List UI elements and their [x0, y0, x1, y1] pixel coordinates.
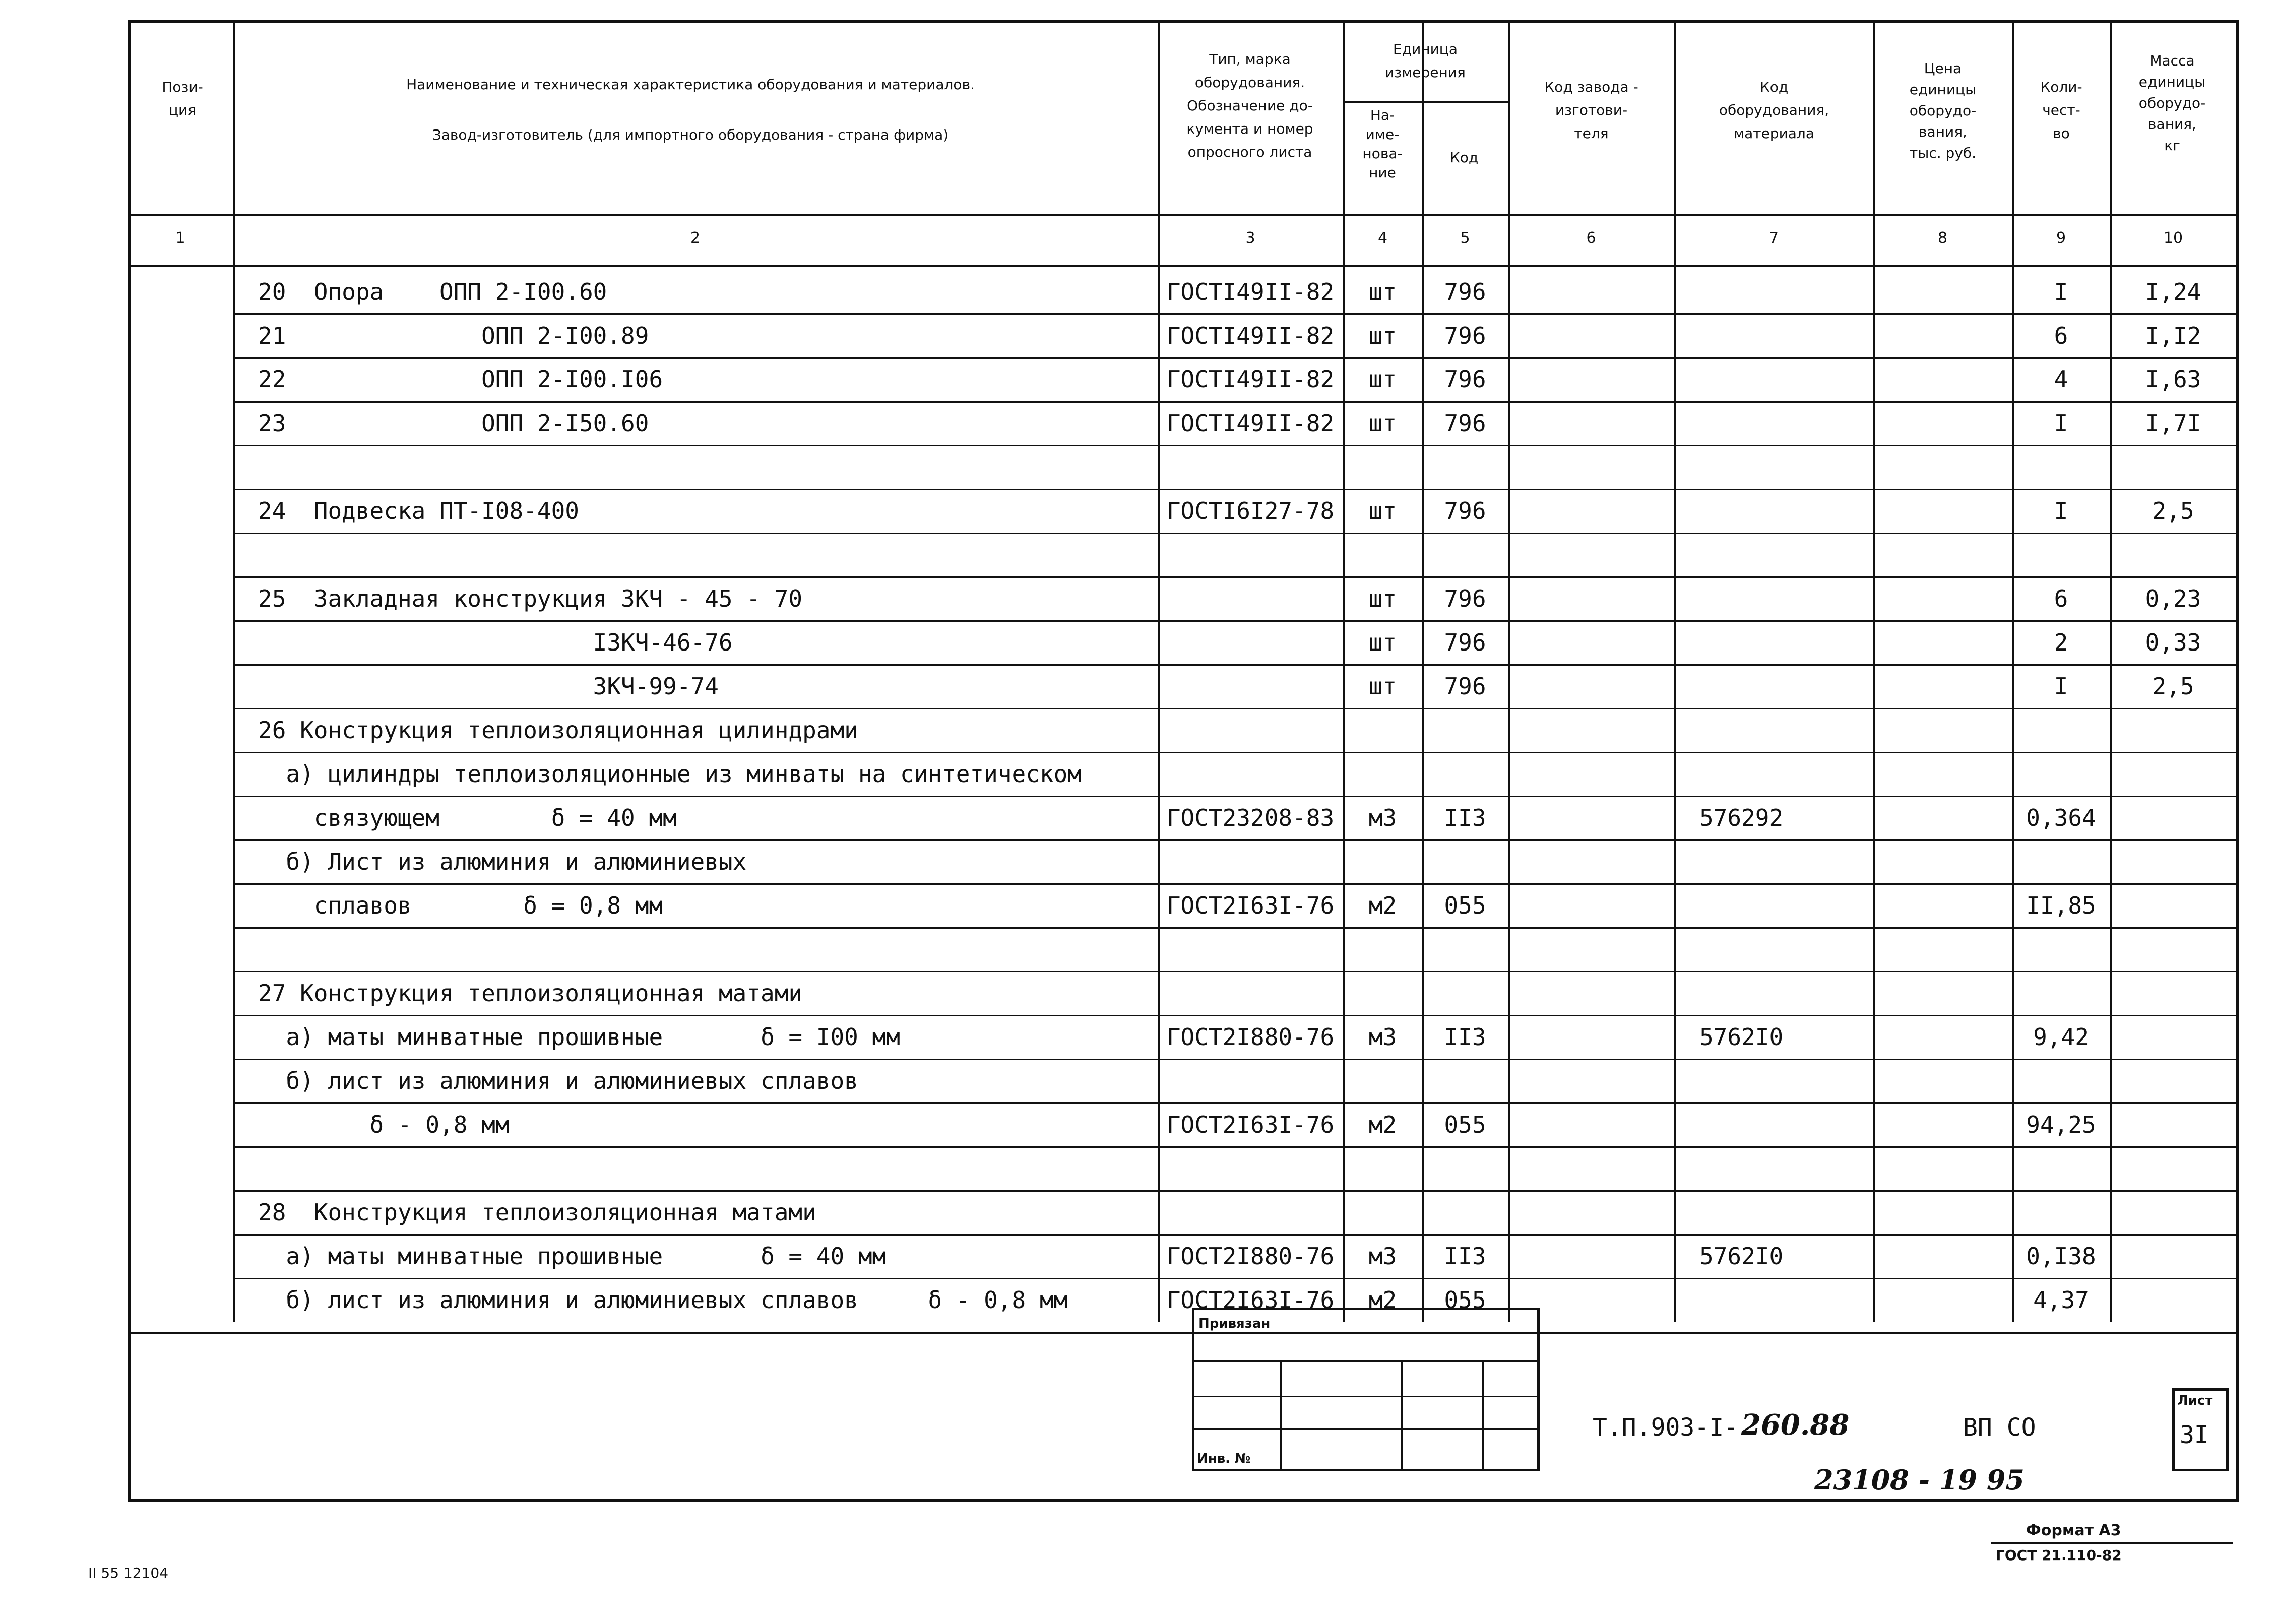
item-mass: 2,5 [2152, 673, 2194, 700]
grid-rule [233, 1234, 2236, 1236]
header-quantity: Коли- чест- во [2040, 79, 2082, 142]
stamp-block [1192, 1308, 1540, 1471]
item-mass: 0,23 [2145, 585, 2201, 612]
item-material-code: 5762I0 [1699, 1023, 1784, 1051]
item-mass: I,63 [2145, 366, 2201, 393]
item-unit-code: 055 [1444, 892, 1486, 919]
item-unit-code: 796 [1444, 322, 1486, 349]
grid-rule [233, 313, 2236, 315]
grid-rule [233, 883, 2236, 885]
item-quantity: 4,37 [2033, 1286, 2089, 1314]
item-name: а) маты минватные прошивные δ = 40 мм [258, 1243, 887, 1270]
item-name: б) Лист из алюминия и алюминиевых [258, 848, 747, 875]
item-quantity: I [2054, 497, 2068, 525]
footer-rule [1991, 1542, 2233, 1544]
grid-rule [233, 576, 2236, 578]
grid-rule [233, 1015, 2236, 1016]
item-quantity: II,85 [2026, 892, 2096, 919]
item-unit-code: II3 [1444, 1243, 1486, 1270]
item-document: ГОСТI49II-82 [1166, 322, 1335, 349]
item-document: ГОСТI49II-82 [1166, 278, 1335, 305]
item-name: а) цилиндры теплоизоляционные из минваты на синтетическом [258, 760, 1082, 788]
item-quantity: I [2054, 673, 2068, 700]
item-unit: м2 [1368, 1111, 1397, 1138]
sheet-label: Лист [2177, 1393, 2213, 1408]
item-unit: шт [1368, 322, 1397, 349]
stamp-inv-no: Инв. № [1197, 1451, 1251, 1466]
item-unit-code: 055 [1444, 1286, 1486, 1314]
header-unit-group: Единица измерения [1385, 41, 1466, 81]
doc-code-handwritten: 260.88 [1741, 1408, 1850, 1442]
item-unit: шт [1368, 278, 1397, 305]
grid-rule [128, 265, 2238, 267]
grid-rule [1508, 20, 1510, 1322]
column-number: 7 [1768, 229, 1779, 247]
column-number: 8 [1937, 229, 1948, 247]
item-unit: шт [1368, 585, 1397, 612]
item-unit: шт [1368, 497, 1397, 525]
column-number: 9 [2056, 229, 2066, 247]
item-quantity: 4 [2054, 366, 2068, 393]
item-quantity: I [2054, 410, 2068, 437]
item-quantity: 94,25 [2026, 1111, 2096, 1138]
item-unit-code: 055 [1444, 1111, 1486, 1138]
item-name: 20 Опора ОПП 2-I00.60 [258, 278, 607, 305]
item-mass: I,7I [2145, 410, 2201, 437]
format-label: Формат А3 [2026, 1522, 2121, 1539]
item-unit-code: 796 [1444, 278, 1486, 305]
item-name: 24 Подвеска ПТ-I08-400 [258, 497, 579, 525]
grid-rule [233, 1102, 2236, 1104]
item-unit-code: 796 [1444, 585, 1486, 612]
item-mass: 0,33 [2145, 629, 2201, 656]
grid-rule [233, 796, 2236, 797]
item-document: ГОСТ2I880-76 [1166, 1023, 1335, 1051]
item-unit: м3 [1368, 1243, 1397, 1270]
item-mass: 2,5 [2152, 497, 2194, 525]
grid-rule [233, 1146, 2236, 1148]
grid-rule [233, 971, 2236, 972]
item-quantity: 0,364 [2026, 804, 2096, 831]
item-document: ГОСТI49II-82 [1166, 366, 1335, 393]
item-quantity: 2 [2054, 629, 2068, 656]
item-unit-code: 796 [1444, 366, 1486, 393]
order-number: 23108 - 19 95 [1814, 1464, 2025, 1496]
item-name: 23 ОПП 2-I50.60 [258, 410, 649, 437]
item-name: б) лист из алюминия и алюминиевых сплавов δ - 0,8 мм [258, 1286, 1068, 1314]
item-document: ГОСТI6I27-78 [1166, 497, 1335, 525]
column-number: 5 [1460, 229, 1470, 247]
header-plant-code: Код завода - изготови- теля [1544, 79, 1638, 142]
item-unit-code: 796 [1444, 497, 1486, 525]
header-name-line1: Наименование и техническая характеристика оборудования и материалов. [406, 76, 975, 93]
item-quantity: 6 [2054, 322, 2068, 349]
item-name: а) маты минватные прошивные δ = I00 мм [258, 1023, 900, 1051]
item-document: ГОСТ23208-83 [1166, 804, 1335, 831]
item-quantity: 0,I38 [2026, 1243, 2096, 1270]
grid-rule [1343, 101, 1508, 103]
column-number: 4 [1377, 229, 1388, 247]
column-number: 6 [1586, 229, 1596, 247]
item-document: ГОСТ2I880-76 [1166, 1243, 1335, 1270]
grid-rule [233, 839, 2236, 841]
grid-rule [128, 1332, 130, 1481]
item-unit-code: II3 [1444, 1023, 1486, 1051]
stamp-privyazan: Привязан [1198, 1316, 1271, 1331]
grid-rule [233, 445, 2236, 446]
header-type: Тип, марка оборудования. Обозначение до- кумента и номер опросного листа [1186, 51, 1313, 160]
item-name: связующем δ = 40 мм [258, 804, 677, 831]
grid-rule [1674, 20, 1676, 1322]
item-document: ГОСТI49II-82 [1166, 410, 1335, 437]
item-mass: I,24 [2145, 278, 2201, 305]
item-unit: м2 [1368, 892, 1397, 919]
item-name: 21 ОПП 2-I00.89 [258, 322, 649, 349]
grid-rule [1873, 20, 1875, 1322]
grid-rule [233, 401, 2236, 403]
item-unit-code: II3 [1444, 804, 1486, 831]
grid-rule [233, 927, 2236, 929]
grid-rule [128, 214, 2238, 216]
item-unit: м2 [1368, 1286, 1397, 1314]
grid-rule [233, 664, 2236, 666]
item-quantity: 9,42 [2033, 1023, 2089, 1051]
item-name: ЗКЧ-99-74 [258, 673, 719, 700]
doc-code: Т.П.903-I- [1593, 1413, 1738, 1442]
header-price: Цена единицы оборудо- вания, тыс. руб. [1909, 60, 1977, 161]
header-material-code: Код оборудования, материала [1719, 79, 1829, 142]
item-name: 22 ОПП 2-I00.I06 [258, 366, 663, 393]
item-unit: шт [1368, 629, 1397, 656]
column-number: 3 [1245, 229, 1255, 247]
item-material-code: 5762I0 [1699, 1243, 1784, 1270]
doc-mark: ВП СО [1963, 1413, 2036, 1442]
item-quantity: I [2054, 278, 2068, 305]
item-name: сплавов δ = 0,8 мм [258, 892, 663, 919]
item-unit: шт [1368, 366, 1397, 393]
grid-rule [233, 20, 235, 1322]
item-unit: шт [1368, 673, 1397, 700]
item-unit: м3 [1368, 804, 1397, 831]
item-name: δ - 0,8 мм [258, 1111, 510, 1138]
item-unit-code: 796 [1444, 629, 1486, 656]
item-unit-code: 796 [1444, 673, 1486, 700]
grid-rule [128, 1332, 2238, 1334]
item-document: ГОСТ2I63I-76 [1166, 892, 1335, 919]
item-document: ГОСТ2I63I-76 [1166, 1111, 1335, 1138]
item-name: 27 Конструкция теплоизоляционная матами [258, 980, 803, 1007]
item-quantity: 6 [2054, 585, 2068, 612]
item-name: 25 Закладная конструкция ЗКЧ - 45 - 70 [258, 585, 803, 612]
grid-rule [233, 533, 2236, 534]
item-name: 26 Конструкция теплоизоляционная цилиндрами [258, 717, 858, 744]
item-material-code: 576292 [1699, 804, 1784, 831]
grid-rule [233, 1190, 2236, 1192]
grid-rule [233, 1278, 2236, 1279]
grid-rule [233, 357, 2236, 359]
column-number: 1 [175, 229, 185, 247]
grid-rule [233, 752, 2236, 753]
gost-label: ГОСТ 21.110-82 [1996, 1547, 2122, 1564]
item-name: б) лист из алюминия и алюминиевых сплавов [258, 1067, 858, 1094]
header-unit-code: Код [1449, 149, 1479, 166]
item-unit: м3 [1368, 1023, 1397, 1051]
item-document: ГОСТ2I63I-76 [1166, 1286, 1335, 1314]
item-unit: шт [1368, 410, 1397, 437]
grid-rule [233, 708, 2236, 709]
grid-rule [233, 620, 2236, 622]
grid-rule [233, 489, 2236, 490]
print-code: II 55 12104 [88, 1565, 169, 1581]
item-unit-code: 796 [1444, 410, 1486, 437]
item-name: 28 Конструкция теплоизоляционная матами [258, 1199, 816, 1226]
column-number: 2 [690, 229, 701, 247]
column-number: 10 [2163, 229, 2183, 247]
sheet-number: 3I [2180, 1421, 2209, 1449]
header-mass: Масса единицы оборудо- вания, кг [2138, 52, 2206, 154]
grid-rule [233, 1059, 2236, 1060]
header-name-line2: Завод-изготовитель (для импортного оборудования - страна фирма) [432, 126, 949, 143]
header-position: Пози- ция [162, 79, 203, 118]
header-unit-name: На- име- нова- ние [1362, 107, 1403, 181]
item-mass: I,I2 [2145, 322, 2201, 349]
item-name: IЗКЧ-46-76 [258, 629, 733, 656]
